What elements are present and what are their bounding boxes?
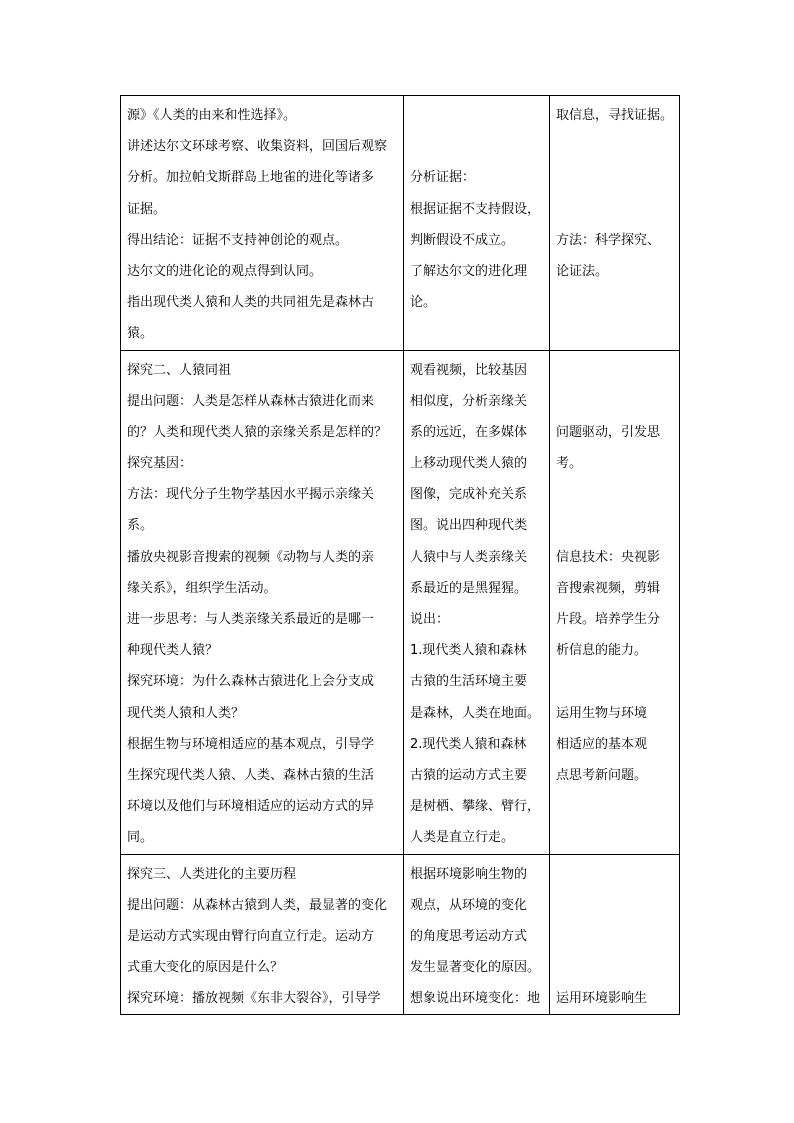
cell-line: 生探究现代类人猿、人类、森林古猿的生活 xyxy=(127,767,375,783)
cell-line: 判断假设不成立。 xyxy=(410,232,515,248)
cell-line: 探究环境：播放视频《东非大裂谷》，引导学 xyxy=(127,991,381,1007)
cell-line: 分析证据： xyxy=(410,170,476,186)
cell-line: 探究三、人类进化的主要历程 xyxy=(127,866,297,882)
cell-line: 相似度，分析亲缘关 xyxy=(410,393,528,409)
cell-line: 是运动方式实现由臂行向直立行走。运动方 xyxy=(127,928,375,944)
cell-line: 同。 xyxy=(127,830,154,846)
teacher-activity-cell xyxy=(121,96,404,351)
cell-line: 发生显著变化的原因。 xyxy=(410,960,541,976)
cell-line: 运用生物与环境 xyxy=(556,705,648,721)
cell-line: 根据证据不支持假设， xyxy=(410,201,541,217)
table-row xyxy=(121,350,680,854)
cell-line: 方法：科学探究、 xyxy=(556,232,661,248)
student-activity-cell xyxy=(404,854,550,1015)
cell-line: 播放央视影音搜索的视频《动物与人类的亲 xyxy=(127,549,375,565)
cell-line: 系。 xyxy=(127,518,154,534)
cell-line: 分析。加拉帕戈斯群岛上地雀的进化等诸多 xyxy=(127,170,375,186)
cell-line: 点思考新问题。 xyxy=(556,767,648,783)
cell-line: 想象说出环境变化：地 xyxy=(410,991,541,1007)
cell-line: 种现代类人猿？ xyxy=(127,643,219,659)
cell-line: 根据环境影响生物的 xyxy=(410,866,528,882)
cell-line: 源》《人类的由来和性选择》。 xyxy=(127,108,297,123)
cell-line: 了解达尔文的进化理 xyxy=(410,263,528,279)
cell-line: 2.现代类人猿和森林 xyxy=(410,736,527,752)
cell-line: 观点，从环境的变化 xyxy=(410,897,528,913)
cell-line: 探究二、人猿同祖 xyxy=(127,362,232,378)
table-row xyxy=(121,96,680,351)
cell-line: 说出： xyxy=(410,612,450,627)
cell-line: 根据生物与环境相适应的基本观点，引导学 xyxy=(127,736,375,752)
teacher-activity-cell xyxy=(121,350,404,854)
cell-line: 缘关系》，组织学生活动。 xyxy=(127,580,277,596)
design-intent-cell xyxy=(550,350,680,854)
cell-line: 提出问题：从森林古猿到人类，最显著的变化 xyxy=(127,897,388,913)
teacher-activity-cell xyxy=(121,854,404,1015)
cell-line: 图。说出四种现代类 xyxy=(410,518,528,534)
student-activity-cell xyxy=(404,350,550,854)
cell-line: 猿。 xyxy=(127,326,154,342)
cell-line: 取信息，寻找证据。 xyxy=(556,108,674,123)
cell-line: 式重大变化的原因是什么？ xyxy=(127,960,284,976)
cell-line: 信息技术：央视影 xyxy=(556,549,661,565)
cell-line: 证据。 xyxy=(127,201,167,217)
cell-line: 是树栖、攀缘、臂行， xyxy=(410,799,541,815)
cell-line: 图像，完成补充关系 xyxy=(410,487,528,503)
cell-line: 古猿的运动方式主要 xyxy=(410,767,528,783)
cell-line: 析信息的能力。 xyxy=(556,643,648,659)
cell-line: 考。 xyxy=(556,456,583,472)
cell-line: 论。 xyxy=(410,295,437,311)
cell-line: 的角度思考运动方式 xyxy=(410,928,528,944)
cell-line: 方法：现代分子生物学基因水平揭示亲缘关 xyxy=(127,487,375,503)
table-row xyxy=(121,854,680,1015)
cell-line: 音搜索视频，剪辑 xyxy=(556,580,661,596)
cell-line: 探究环境：为什么森林古猿进化上会分支成 xyxy=(127,674,375,690)
cell-line: 相适应的基本观 xyxy=(556,736,648,752)
cell-line: 的？人类和现代类人猿的亲缘关系是怎样的？ xyxy=(127,424,388,440)
cell-line: 得出结论：证据不支持神创论的观点。 xyxy=(127,232,349,248)
cell-line: 现代类人猿和人类？ xyxy=(127,705,245,721)
cell-line: 1.现代类人猿和森林 xyxy=(410,643,527,659)
cell-line: 人猿中与人类亲缘关 xyxy=(410,549,528,565)
cell-line: 人类是直立行走。 xyxy=(410,830,515,846)
cell-line: 指出现代类人猿和人类的共同祖先是森林古 xyxy=(127,295,375,311)
cell-line: 论证法。 xyxy=(556,263,609,279)
cell-line: 问题驱动，引发思 xyxy=(556,424,661,440)
cell-line: 提出问题：人类是怎样从森林古猿进化而来 xyxy=(127,393,375,409)
cell-line: 系最近的是黑猩猩。 xyxy=(410,580,528,596)
student-activity-cell xyxy=(404,96,550,351)
cell-line: 环境以及他们与环境相适应的运动方式的异 xyxy=(127,799,375,815)
design-intent-cell xyxy=(550,96,680,351)
cell-line: 片段。培养学生分 xyxy=(556,612,661,627)
design-intent-cell xyxy=(550,854,680,1015)
cell-line: 探究基因： xyxy=(127,456,193,472)
cell-line: 讲述达尔文环球考察、收集资料，回国后观察 xyxy=(127,139,388,155)
cell-line: 进一步思考：与人类亲缘关系最近的是哪一 xyxy=(127,612,375,627)
cell-line: 观看视频，比较基因 xyxy=(410,362,528,378)
cell-line: 运用环境影响生 xyxy=(556,991,648,1007)
cell-line: 古猿的生活环境主要 xyxy=(410,674,528,690)
cell-line: 上移动现代类人猿的 xyxy=(410,456,528,472)
cell-line: 达尔文的进化论的观点得到认同。 xyxy=(127,263,323,279)
cell-line: 是森林，人类在地面。 xyxy=(410,705,541,721)
cell-line: 系的远近，在多媒体 xyxy=(410,424,528,440)
lesson-plan-table xyxy=(120,95,680,1015)
